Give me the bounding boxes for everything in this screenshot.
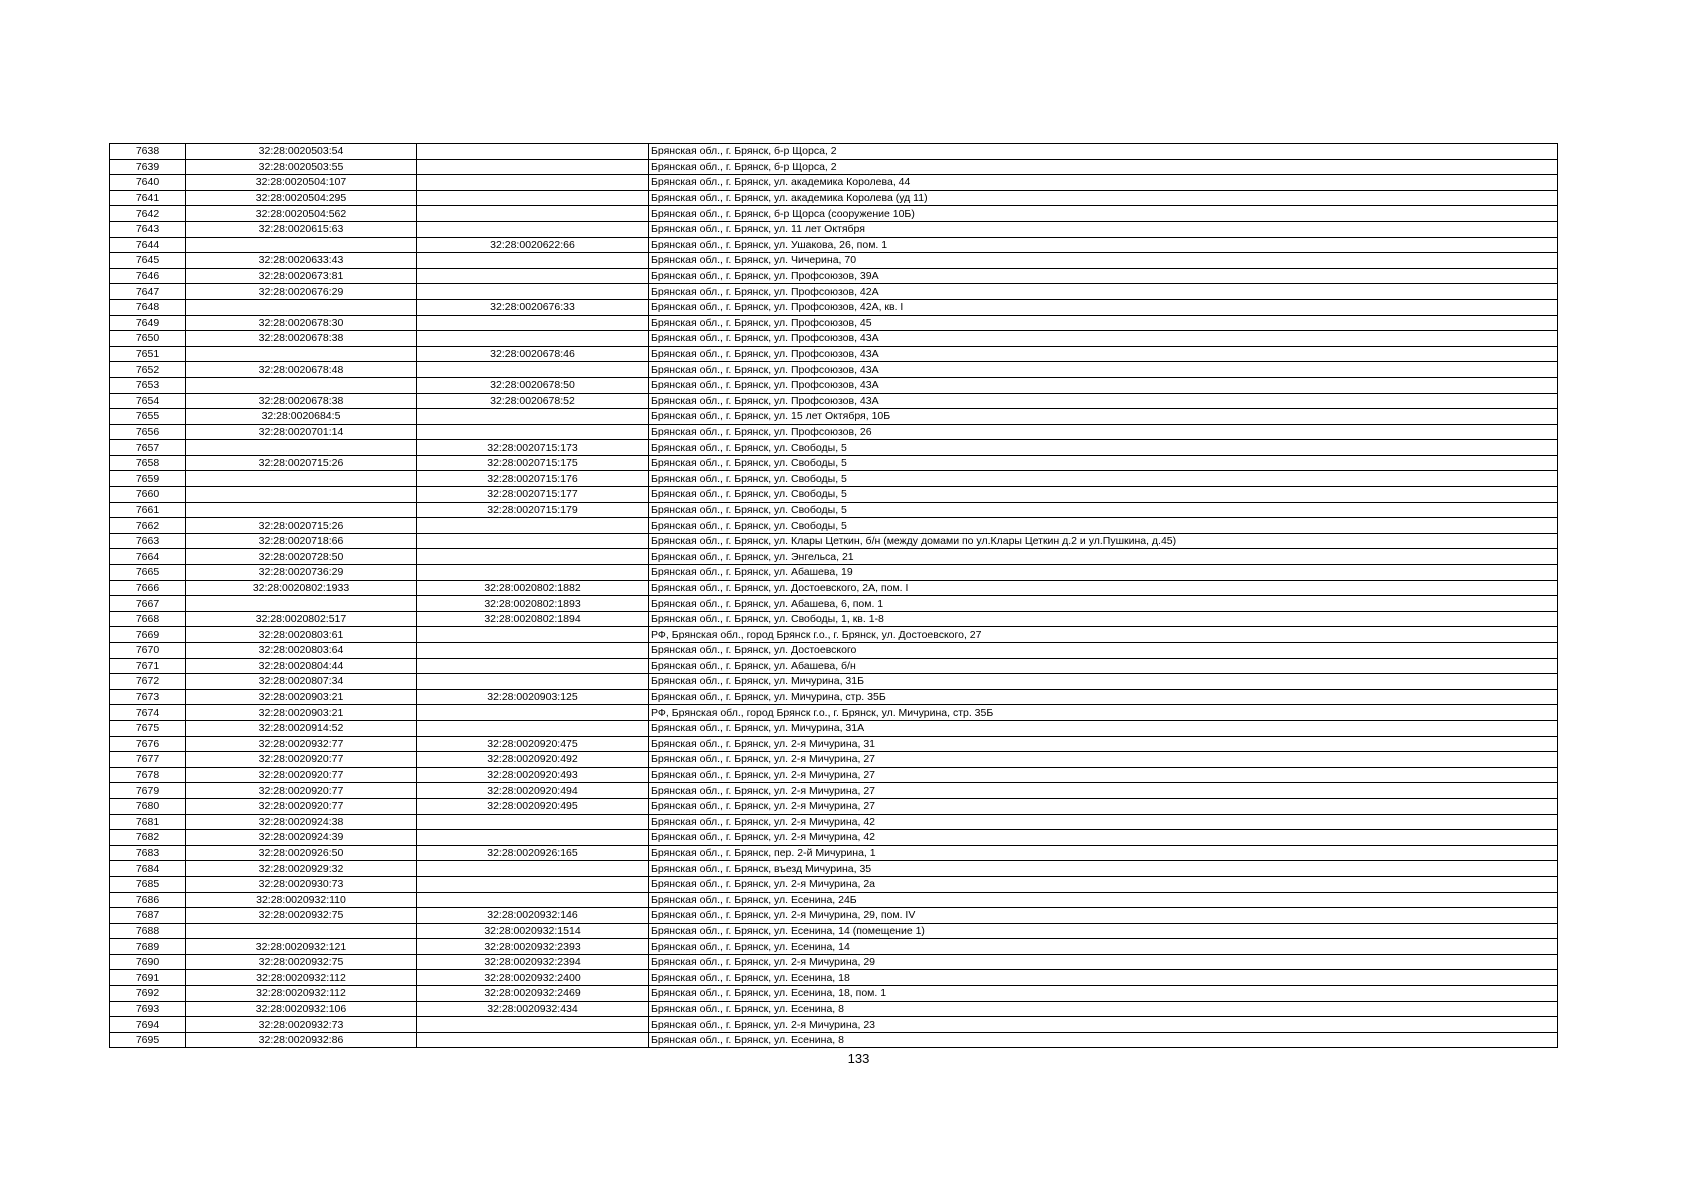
- cadastral-number-cell: 32:28:0020924:39: [186, 830, 417, 846]
- cadastral-number-cell: 32:28:0020932:106: [186, 1001, 417, 1017]
- row-number-cell: 7646: [110, 268, 186, 284]
- address-cell: Брянская обл., г. Брянск, ул. 2-я Мичурина, 31: [649, 736, 1558, 752]
- object-cadastral-number-cell: [417, 159, 649, 175]
- address-cell: Брянская обл., г. Брянск, ул. Есенина, 18: [649, 970, 1558, 986]
- cadastral-number-cell: [186, 346, 417, 362]
- cadastral-number-cell: 32:28:0020736:29: [186, 565, 417, 581]
- table-row: [110, 144, 1558, 160]
- address-cell: Брянская обл., г. Брянск, ул. Есенина, 8: [649, 1001, 1558, 1017]
- cadastral-number-cell: [186, 237, 417, 253]
- row-number-cell: 7663: [110, 533, 186, 549]
- address-cell: Брянская обл., г. Брянск, ул. Абашева, 19: [649, 565, 1558, 581]
- row-number-cell: 7691: [110, 970, 186, 986]
- address-cell: Брянская обл., г. Брянск, ул. 2-я Мичурина, 2а: [649, 876, 1558, 892]
- table-row: [110, 331, 1558, 347]
- object-cadastral-number-cell: 32:28:0020802:1882: [417, 580, 649, 596]
- row-number-cell: 7658: [110, 455, 186, 471]
- table-row: [110, 315, 1558, 331]
- table-row: [110, 752, 1558, 768]
- address-cell: Брянская обл., г. Брянск, ул. Энгельса, 21: [649, 549, 1558, 565]
- address-cell: Брянская обл., г. Брянск, ул. Профсоюзов, 43А: [649, 362, 1558, 378]
- row-number-cell: 7695: [110, 1032, 186, 1048]
- cadastral-number-cell: 32:28:0020503:54: [186, 144, 417, 160]
- address-cell: Брянская обл., г. Брянск, ул. 2-я Мичурина, 42: [649, 830, 1558, 846]
- cadastral-number-cell: 32:28:0020803:61: [186, 627, 417, 643]
- registry-table-body: [110, 144, 1558, 1048]
- cadastral-number-cell: 32:28:0020678:30: [186, 315, 417, 331]
- row-number-cell: 7689: [110, 939, 186, 955]
- table-row: [110, 814, 1558, 830]
- cadastral-number-cell: 32:28:0020932:75: [186, 908, 417, 924]
- object-cadastral-number-cell: [417, 674, 649, 690]
- object-cadastral-number-cell: 32:28:0020920:475: [417, 736, 649, 752]
- row-number-cell: 7648: [110, 299, 186, 315]
- table-row: [110, 565, 1558, 581]
- cadastral-number-cell: 32:28:0020932:121: [186, 939, 417, 955]
- row-number-cell: 7643: [110, 221, 186, 237]
- cadastral-number-cell: 32:28:0020903:21: [186, 705, 417, 721]
- object-cadastral-number-cell: 32:28:0020802:1893: [417, 596, 649, 612]
- table-row: [110, 892, 1558, 908]
- table-row: [110, 939, 1558, 955]
- row-number-cell: 7654: [110, 393, 186, 409]
- address-cell: Брянская обл., г. Брянск, ул. Свободы, 1, кв. 1-8: [649, 611, 1558, 627]
- cadastral-number-cell: 32:28:0020929:32: [186, 861, 417, 877]
- address-cell: Брянская обл., г. Брянск, ул. Ушакова, 26, пом. 1: [649, 237, 1558, 253]
- address-cell: Брянская обл., г. Брянск, ул. Достоевского, 2А, пом. I: [649, 580, 1558, 596]
- row-number-cell: 7675: [110, 720, 186, 736]
- object-cadastral-number-cell: 32:28:0020715:175: [417, 455, 649, 471]
- object-cadastral-number-cell: 32:28:0020678:50: [417, 377, 649, 393]
- object-cadastral-number-cell: [417, 814, 649, 830]
- row-number-cell: 7641: [110, 190, 186, 206]
- cadastral-number-cell: 32:28:0020715:26: [186, 455, 417, 471]
- address-cell: Брянская обл., г. Брянск, ул. Свободы, 5: [649, 502, 1558, 518]
- object-cadastral-number-cell: [417, 175, 649, 191]
- address-cell: Брянская обл., г. Брянск, ул. Мичурина, стр. 35Б: [649, 689, 1558, 705]
- table-row: [110, 830, 1558, 846]
- address-cell: Брянская обл., г. Брянск, ул. Профсоюзов, 43А: [649, 393, 1558, 409]
- object-cadastral-number-cell: [417, 315, 649, 331]
- cadastral-number-cell: 32:28:0020718:66: [186, 533, 417, 549]
- object-cadastral-number-cell: [417, 144, 649, 160]
- address-cell: Брянская обл., г. Брянск, ул. 2-я Мичурина, 29, пом. IV: [649, 908, 1558, 924]
- cadastral-number-cell: [186, 502, 417, 518]
- row-number-cell: 7686: [110, 892, 186, 908]
- cadastral-number-cell: 32:28:0020504:295: [186, 190, 417, 206]
- cadastral-number-cell: 32:28:0020802:1933: [186, 580, 417, 596]
- row-number-cell: 7644: [110, 237, 186, 253]
- cadastral-number-cell: 32:28:0020930:73: [186, 876, 417, 892]
- table-row: [110, 362, 1558, 378]
- address-cell: Брянская обл., г. Брянск, ул. 15 лет Октября, 10Б: [649, 409, 1558, 425]
- address-cell: Брянская обл., г. Брянск, ул. Есенина, 14: [649, 939, 1558, 955]
- object-cadastral-number-cell: 32:28:0020920:493: [417, 767, 649, 783]
- table-row: [110, 253, 1558, 269]
- cadastral-number-cell: 32:28:0020715:26: [186, 518, 417, 534]
- table-row: [110, 299, 1558, 315]
- address-cell: Брянская обл., г. Брянск, ул. Свободы, 5: [649, 518, 1558, 534]
- address-cell: Брянская обл., г. Брянск, ул. 11 лет Октября: [649, 221, 1558, 237]
- table-row: [110, 221, 1558, 237]
- row-number-cell: 7687: [110, 908, 186, 924]
- row-number-cell: 7693: [110, 1001, 186, 1017]
- table-row: [110, 175, 1558, 191]
- object-cadastral-number-cell: [417, 206, 649, 222]
- cadastral-number-cell: 32:28:0020920:77: [186, 798, 417, 814]
- table-row: [110, 549, 1558, 565]
- table-row: [110, 798, 1558, 814]
- cadastral-number-cell: 32:28:0020504:562: [186, 206, 417, 222]
- cadastral-number-cell: 32:28:0020803:64: [186, 643, 417, 659]
- object-cadastral-number-cell: 32:28:0020932:2469: [417, 986, 649, 1002]
- row-number-cell: 7692: [110, 986, 186, 1002]
- table-row: [110, 1017, 1558, 1033]
- object-cadastral-number-cell: 32:28:0020926:165: [417, 845, 649, 861]
- address-cell: Брянская обл., г. Брянск, ул. 2-я Мичурина, 27: [649, 783, 1558, 799]
- object-cadastral-number-cell: [417, 284, 649, 300]
- object-cadastral-number-cell: [417, 518, 649, 534]
- object-cadastral-number-cell: [417, 533, 649, 549]
- address-cell: Брянская обл., г. Брянск, ул. Профсоюзов, 42А: [649, 284, 1558, 300]
- table-row: [110, 409, 1558, 425]
- table-row: [110, 1001, 1558, 1017]
- object-cadastral-number-cell: [417, 253, 649, 269]
- table-row: [110, 720, 1558, 736]
- table-row: [110, 190, 1558, 206]
- object-cadastral-number-cell: [417, 221, 649, 237]
- object-cadastral-number-cell: [417, 331, 649, 347]
- table-row: [110, 533, 1558, 549]
- object-cadastral-number-cell: [417, 362, 649, 378]
- object-cadastral-number-cell: 32:28:0020932:146: [417, 908, 649, 924]
- address-cell: Брянская обл., г. Брянск, ул. Свободы, 5: [649, 487, 1558, 503]
- object-cadastral-number-cell: 32:28:0020715:177: [417, 487, 649, 503]
- cadastral-number-cell: 32:28:0020728:50: [186, 549, 417, 565]
- row-number-cell: 7682: [110, 830, 186, 846]
- table-row: [110, 440, 1558, 456]
- cadastral-number-cell: 32:28:0020903:21: [186, 689, 417, 705]
- address-cell: Брянская обл., г. Брянск, ул. Достоевского: [649, 643, 1558, 659]
- table-row: [110, 986, 1558, 1002]
- table-row: [110, 674, 1558, 690]
- address-cell: Брянская обл., г. Брянск, ул. академика Королева, 44: [649, 175, 1558, 191]
- cadastral-number-cell: 32:28:0020932:110: [186, 892, 417, 908]
- table-row: [110, 377, 1558, 393]
- row-number-cell: 7674: [110, 705, 186, 721]
- object-cadastral-number-cell: [417, 549, 649, 565]
- table-row: [110, 845, 1558, 861]
- row-number-cell: 7668: [110, 611, 186, 627]
- row-number-cell: 7661: [110, 502, 186, 518]
- cadastral-number-cell: 32:28:0020678:38: [186, 393, 417, 409]
- address-cell: Брянская обл., г. Брянск, ул. 2-я Мичурина, 27: [649, 798, 1558, 814]
- address-cell: РФ, Брянская обл., город Брянск г.о., г. Брянск, ул. Мичурина, стр. 35Б: [649, 705, 1558, 721]
- address-cell: Брянская обл., г. Брянск, б-р Щорса (сооружение 10Б): [649, 206, 1558, 222]
- row-number-cell: 7677: [110, 752, 186, 768]
- object-cadastral-number-cell: 32:28:0020715:179: [417, 502, 649, 518]
- address-cell: Брянская обл., г. Брянск, ул. Есенина, 18, пом. 1: [649, 986, 1558, 1002]
- address-cell: Брянская обл., г. Брянск, ул. 2-я Мичурина, 42: [649, 814, 1558, 830]
- table-row: [110, 705, 1558, 721]
- table-row: [110, 908, 1558, 924]
- address-cell: Брянская обл., г. Брянск, ул. 2-я Мичурина, 27: [649, 752, 1558, 768]
- object-cadastral-number-cell: [417, 409, 649, 425]
- object-cadastral-number-cell: 32:28:0020678:52: [417, 393, 649, 409]
- row-number-cell: 7647: [110, 284, 186, 300]
- table-row: [110, 643, 1558, 659]
- cadastral-number-cell: 32:28:0020633:43: [186, 253, 417, 269]
- table-row: [110, 954, 1558, 970]
- object-cadastral-number-cell: [417, 1032, 649, 1048]
- cadastral-number-cell: 32:28:0020932:75: [186, 954, 417, 970]
- row-number-cell: 7685: [110, 876, 186, 892]
- page-number: 133: [847, 1051, 870, 1066]
- row-number-cell: 7669: [110, 627, 186, 643]
- row-number-cell: 7657: [110, 440, 186, 456]
- cadastral-number-cell: 32:28:0020701:14: [186, 424, 417, 440]
- address-cell: Брянская обл., г. Брянск, ул. Абашева, 6, пом. 1: [649, 596, 1558, 612]
- table-row: [110, 627, 1558, 643]
- table-row: [110, 455, 1558, 471]
- object-cadastral-number-cell: [417, 643, 649, 659]
- address-cell: Брянская обл., г. Брянск, ул. Профсоюзов, 39А: [649, 268, 1558, 284]
- table-row: [110, 767, 1558, 783]
- object-cadastral-number-cell: 32:28:0020715:173: [417, 440, 649, 456]
- row-number-cell: 7670: [110, 643, 186, 659]
- cadastral-number-cell: [186, 923, 417, 939]
- object-cadastral-number-cell: 32:28:0020622:66: [417, 237, 649, 253]
- table-row: [110, 611, 1558, 627]
- object-cadastral-number-cell: [417, 892, 649, 908]
- address-cell: Брянская обл., г. Брянск, ул. Профсоюзов, 43А: [649, 331, 1558, 347]
- row-number-cell: 7676: [110, 736, 186, 752]
- address-cell: Брянская обл., г. Брянск, пер. 2-й Мичурина, 1: [649, 845, 1558, 861]
- cadastral-number-cell: 32:28:0020926:50: [186, 845, 417, 861]
- address-cell: Брянская обл., г. Брянск, ул. Профсоюзов, 26: [649, 424, 1558, 440]
- address-cell: Брянская обл., г. Брянск, ул. Есенина, 8: [649, 1032, 1558, 1048]
- table-row: [110, 159, 1558, 175]
- object-cadastral-number-cell: 32:28:0020920:494: [417, 783, 649, 799]
- address-cell: РФ, Брянская обл., город Брянск г.о., г. Брянск, ул. Достоевского, 27: [649, 627, 1558, 643]
- row-number-cell: 7694: [110, 1017, 186, 1033]
- table-row: [110, 487, 1558, 503]
- object-cadastral-number-cell: [417, 720, 649, 736]
- cadastral-number-cell: 32:28:0020932:73: [186, 1017, 417, 1033]
- cadastral-number-cell: 32:28:0020920:77: [186, 767, 417, 783]
- address-cell: Брянская обл., г. Брянск, ул. 2-я Мичурина, 23: [649, 1017, 1558, 1033]
- address-cell: Брянская обл., г. Брянск, ул. Абашева, б/н: [649, 658, 1558, 674]
- row-number-cell: 7672: [110, 674, 186, 690]
- object-cadastral-number-cell: 32:28:0020932:2400: [417, 970, 649, 986]
- table-row: [110, 268, 1558, 284]
- cadastral-number-cell: [186, 471, 417, 487]
- address-cell: Брянская обл., г. Брянск, ул. Мичурина, 31А: [649, 720, 1558, 736]
- table-row: [110, 424, 1558, 440]
- row-number-cell: 7681: [110, 814, 186, 830]
- table-row: [110, 923, 1558, 939]
- address-cell: Брянская обл., г. Брянск, ул. Есенина, 14 (помещение 1): [649, 923, 1558, 939]
- object-cadastral-number-cell: 32:28:0020920:495: [417, 798, 649, 814]
- table-row: [110, 284, 1558, 300]
- table-row: [110, 518, 1558, 534]
- object-cadastral-number-cell: [417, 658, 649, 674]
- object-cadastral-number-cell: 32:28:0020932:1514: [417, 923, 649, 939]
- table-row: [110, 580, 1558, 596]
- table-row: [110, 502, 1558, 518]
- address-cell: Брянская обл., г. Брянск, ул. академика Королева (уд 11): [649, 190, 1558, 206]
- object-cadastral-number-cell: [417, 861, 649, 877]
- registry-table: [109, 143, 1558, 1048]
- cadastral-number-cell: 32:28:0020807:34: [186, 674, 417, 690]
- object-cadastral-number-cell: [417, 565, 649, 581]
- address-cell: Брянская обл., г. Брянск, ул. Чичерина, 70: [649, 253, 1558, 269]
- row-number-cell: 7655: [110, 409, 186, 425]
- table-row: [110, 1032, 1558, 1048]
- row-number-cell: 7640: [110, 175, 186, 191]
- table-row: [110, 237, 1558, 253]
- row-number-cell: 7642: [110, 206, 186, 222]
- cadastral-number-cell: [186, 440, 417, 456]
- address-cell: Брянская обл., г. Брянск, ул. Клары Цеткин, б/н (между домами по ул.Клары Цеткин д.2 и ул.Пушкина, д.45): [649, 533, 1558, 549]
- cadastral-number-cell: 32:28:0020932:86: [186, 1032, 417, 1048]
- row-number-cell: 7680: [110, 798, 186, 814]
- table-row: [110, 393, 1558, 409]
- row-number-cell: 7683: [110, 845, 186, 861]
- table-row: [110, 596, 1558, 612]
- address-cell: Брянская обл., г. Брянск, ул. Профсоюзов, 43А: [649, 346, 1558, 362]
- address-cell: Брянская обл., г. Брянск, ул. 2-я Мичурина, 27: [649, 767, 1558, 783]
- row-number-cell: 7679: [110, 783, 186, 799]
- object-cadastral-number-cell: [417, 627, 649, 643]
- address-cell: Брянская обл., г. Брянск, ул. Профсоюзов, 45: [649, 315, 1558, 331]
- address-cell: Брянская обл., г. Брянск, ул. Мичурина, 31Б: [649, 674, 1558, 690]
- address-cell: Брянская обл., г. Брянск, б-р Щорса, 2: [649, 144, 1558, 160]
- row-number-cell: 7667: [110, 596, 186, 612]
- row-number-cell: 7652: [110, 362, 186, 378]
- address-cell: Брянская обл., г. Брянск, ул. Профсоюзов, 42А, кв. I: [649, 299, 1558, 315]
- row-number-cell: 7665: [110, 565, 186, 581]
- cadastral-number-cell: 32:28:0020678:48: [186, 362, 417, 378]
- address-cell: Брянская обл., г. Брянск, ул. 2-я Мичурина, 29: [649, 954, 1558, 970]
- cadastral-number-cell: 32:28:0020932:77: [186, 736, 417, 752]
- address-cell: Брянская обл., г. Брянск, ул. Профсоюзов, 43А: [649, 377, 1558, 393]
- table-row: [110, 970, 1558, 986]
- object-cadastral-number-cell: 32:28:0020932:434: [417, 1001, 649, 1017]
- row-number-cell: 7638: [110, 144, 186, 160]
- row-number-cell: 7678: [110, 767, 186, 783]
- address-cell: Брянская обл., г. Брянск, въезд Мичурина, 35: [649, 861, 1558, 877]
- object-cadastral-number-cell: 32:28:0020676:33: [417, 299, 649, 315]
- object-cadastral-number-cell: [417, 268, 649, 284]
- object-cadastral-number-cell: 32:28:0020715:176: [417, 471, 649, 487]
- cadastral-number-cell: 32:28:0020920:77: [186, 752, 417, 768]
- object-cadastral-number-cell: [417, 424, 649, 440]
- row-number-cell: 7684: [110, 861, 186, 877]
- row-number-cell: 7656: [110, 424, 186, 440]
- cadastral-number-cell: 32:28:0020673:81: [186, 268, 417, 284]
- cadastral-number-cell: [186, 487, 417, 503]
- object-cadastral-number-cell: [417, 876, 649, 892]
- object-cadastral-number-cell: [417, 190, 649, 206]
- row-number-cell: 7645: [110, 253, 186, 269]
- row-number-cell: 7651: [110, 346, 186, 362]
- row-number-cell: 7666: [110, 580, 186, 596]
- cadastral-number-cell: 32:28:0020920:77: [186, 783, 417, 799]
- table-row: [110, 736, 1558, 752]
- address-cell: Брянская обл., г. Брянск, ул. Свободы, 5: [649, 471, 1558, 487]
- row-number-cell: 7673: [110, 689, 186, 705]
- address-cell: Брянская обл., г. Брянск, б-р Щорса, 2: [649, 159, 1558, 175]
- table-row: [110, 206, 1558, 222]
- table-row: [110, 346, 1558, 362]
- object-cadastral-number-cell: [417, 830, 649, 846]
- object-cadastral-number-cell: [417, 705, 649, 721]
- cadastral-number-cell: [186, 299, 417, 315]
- row-number-cell: 7660: [110, 487, 186, 503]
- row-number-cell: 7662: [110, 518, 186, 534]
- address-cell: Брянская обл., г. Брянск, ул. Свободы, 5: [649, 440, 1558, 456]
- object-cadastral-number-cell: 32:28:0020802:1894: [417, 611, 649, 627]
- address-cell: Брянская обл., г. Брянск, ул. Есенина, 24Б: [649, 892, 1558, 908]
- row-number-cell: 7664: [110, 549, 186, 565]
- cadastral-number-cell: 32:28:0020503:55: [186, 159, 417, 175]
- object-cadastral-number-cell: 32:28:0020932:2393: [417, 939, 649, 955]
- table-row: [110, 658, 1558, 674]
- cadastral-number-cell: 32:28:0020684:5: [186, 409, 417, 425]
- row-number-cell: 7659: [110, 471, 186, 487]
- row-number-cell: 7649: [110, 315, 186, 331]
- cadastral-number-cell: 32:28:0020802:517: [186, 611, 417, 627]
- cadastral-number-cell: 32:28:0020914:52: [186, 720, 417, 736]
- table-row: [110, 876, 1558, 892]
- table-row: [110, 783, 1558, 799]
- row-number-cell: 7690: [110, 954, 186, 970]
- cadastral-number-cell: [186, 377, 417, 393]
- row-number-cell: 7639: [110, 159, 186, 175]
- cadastral-number-cell: 32:28:0020504:107: [186, 175, 417, 191]
- address-cell: Брянская обл., г. Брянск, ул. Свободы, 5: [649, 455, 1558, 471]
- row-number-cell: 7671: [110, 658, 186, 674]
- cadastral-number-cell: 32:28:0020804:44: [186, 658, 417, 674]
- row-number-cell: 7653: [110, 377, 186, 393]
- row-number-cell: 7650: [110, 331, 186, 347]
- object-cadastral-number-cell: 32:28:0020932:2394: [417, 954, 649, 970]
- table-row: [110, 689, 1558, 705]
- cadastral-number-cell: 32:28:0020924:38: [186, 814, 417, 830]
- object-cadastral-number-cell: [417, 1017, 649, 1033]
- table-row: [110, 471, 1558, 487]
- cadastral-number-cell: 32:28:0020676:29: [186, 284, 417, 300]
- object-cadastral-number-cell: 32:28:0020678:46: [417, 346, 649, 362]
- row-number-cell: 7688: [110, 923, 186, 939]
- cadastral-number-cell: 32:28:0020678:38: [186, 331, 417, 347]
- cadastral-number-cell: [186, 596, 417, 612]
- table-row: [110, 861, 1558, 877]
- object-cadastral-number-cell: 32:28:0020903:125: [417, 689, 649, 705]
- object-cadastral-number-cell: 32:28:0020920:492: [417, 752, 649, 768]
- cadastral-number-cell: 32:28:0020932:112: [186, 986, 417, 1002]
- cadastral-number-cell: 32:28:0020932:112: [186, 970, 417, 986]
- cadastral-number-cell: 32:28:0020615:63: [186, 221, 417, 237]
